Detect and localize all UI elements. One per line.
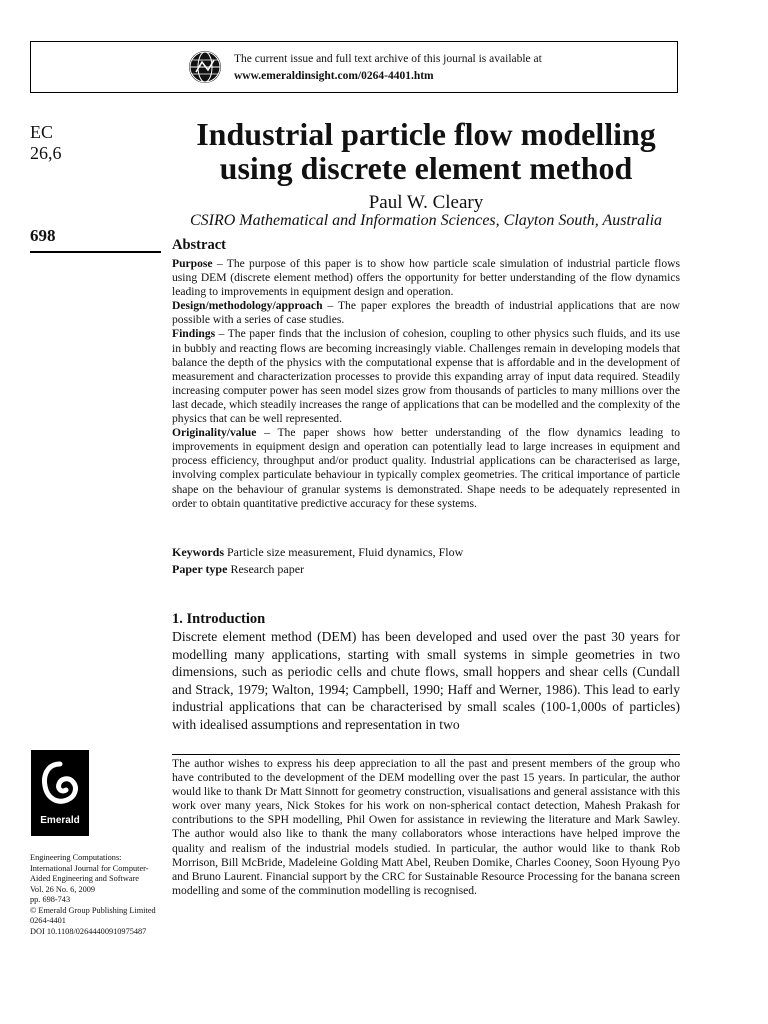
design-label: Design/methodology/approach [172,299,323,313]
globe-icon [188,50,222,84]
abstract-purpose [172,257,680,299]
journal-volume-code [30,122,62,164]
originality-label: Originality/value [172,426,257,440]
keywords-line [172,545,463,560]
journal-info-line: Vol. 26 No. 6, 2009 [30,884,96,894]
title-line-2: using discrete element method [219,150,633,186]
emerald-wordmark: Emerald [40,815,80,826]
journal-info-line: International Journal for Computer- [30,863,149,873]
introduction-body: Discrete element method (DEM) has been developed and used over the past 30 years for modelling many applications, starting with small systems in simple geometries in two dimensions, such as periodic cells and chute flows, small hoppers and shear cells (Cundall and Strack, 1979; Walton, 1994; Campbell, 1990; Haff and Werner, 1986). This lead to early industrial applications that can be characterised by small scales (100-1,000s of particles) with idealised assumptions and representation in two [172,629,680,732]
sidebar-divider [30,251,161,253]
journal-info-line: Engineering Computations: [30,853,122,862]
paper-type-label: Paper type [172,562,228,576]
journal-info-line: 0264-4401 [30,916,66,925]
purpose-text: – The purpose of this paper is to show how particle scale simulation of industrial particle flows using DEM (discrete element method) offers the opportunity for better understanding of the flow dynamics leading to improvements in equipment design and operation. [172,257,680,299]
paper-title [172,117,680,185]
abstract-originality [172,426,680,511]
footnote-divider [172,754,680,755]
journal-info-line: Aided Engineering and Software [30,874,139,883]
paper-type-line [172,562,304,577]
emerald-logo-icon [37,756,83,812]
author-affiliation: CSIRO Mathematical and Information Sciences, Clayton South, Australia [189,212,663,229]
journal-code: EC [30,122,54,142]
keywords-label: Keywords [172,545,224,559]
journal-citation-info [30,853,170,937]
author-name: Paul W. Cleary [368,192,484,213]
journal-info-line: pp. 698-743 [30,895,71,904]
title-line-1: Industrial particle flow modelling [196,116,656,152]
journal-archive-header [30,41,678,93]
volume-issue: 26,6 [30,143,62,163]
abstract-design [172,299,680,327]
emerald-logo [31,750,89,836]
archive-url-link[interactable]: www.emeraldinsight.com/0264-4401.htm [234,70,434,82]
paper-type-text: Research paper [227,562,305,576]
acknowledgement-footnote: The author wishes to express his deep appreciation to all the past and present members of the group who have contributed to the development of the DEM modelling over the past 15 years. In particular, the author would like to thank Dr Matt Sinnott for geometry construction, visualisations and general assistance with this work over many years, Nick Stokes for his work on non-spherical contact detection, Mahesh Prakash for contributions to the SPH modelling, Phil Owen for assistance in reviewing the literature and Mark Sawley. The author would also like to thank the many collaborators whose interactions have helped improve the quality and realism of the industrial models studied. In particular, the author would like to thank Rob Morrison, Bill McBride, Madeleine Golding Matt Abel, Reuben Domike, Charles Cooney, Soon Hyoung Pyo and Bruno Laurent. Financial support by the CRC for Sustainable Resource Processing for the banana screen modelling and some of the comminution modelling is recognised. [172,757,680,897]
archive-notice: The current issue and full text archive of this journal is available at [234,53,542,65]
findings-text: – The paper finds that the inclusion of cohesion, coupling to other physics such fluids, and its use in bubbly and reacting flows are becoming increasingly viable. Challenges remain in developing models that balance the depth of the physics with the computational expense that is affordable and in the development of measurement and characterization processes to provide this expanding array of input data required. Steadily increasing computer power has seen model sizes grow from thousands of particles to many millions over the last decade, which steadily increases the range of applications that can be modelled and the complexity of the physics that can be well represented. [172,327,680,426]
abstract-findings [172,327,680,426]
page-number: 698 [30,226,56,245]
journal-info-line: © Emerald Group Publishing Limited [30,905,156,915]
introduction-heading: 1. Introduction [172,611,266,627]
abstract-body [172,257,680,511]
purpose-label: Purpose [172,257,213,270]
abstract-heading: Abstract [172,237,226,253]
doi: DOI 10.1108/02644400910975487 [30,926,147,936]
originality-text: – The paper shows how better understanding of the flow dynamics leading to improvements in equipment design and operation can potentially lead to large increases in equipment and process efficiency, throughput and/or product quality. Industrial applications can be characterised as large, involving complex particulate behaviour in typically complex geometries. The critical importance of particle shape on the behaviour of granular systems is demonstrated. Shape needs to be adequately represented in order to obtain quantitative predictive accuracy for these systems. [172,426,680,510]
keywords-text: Particle size measurement, Fluid dynamics, Flow [224,545,464,559]
design-text: – The paper explores the breadth of industrial applications that are now possible with a series of case studies. [172,299,680,327]
findings-label: Findings [172,327,216,341]
